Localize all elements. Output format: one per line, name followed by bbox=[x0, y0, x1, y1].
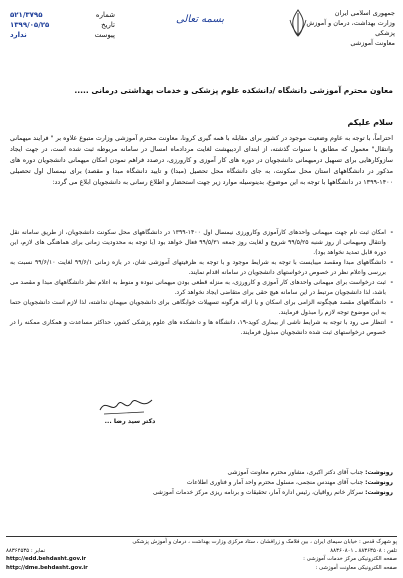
bullet-list bbox=[10, 228, 393, 338]
meta-value: ۱۳۹۹/۰۵/۲۵ bbox=[10, 21, 50, 29]
list-item: - انتظار می رود با توجه به شرایط ناشی از بیماری کوید-۱۹، دانشگاه ها و دانشکده های علوم پزشکی کشور، حداکثر مساعدت و همکاری ممکنه را در خصوص درخواستهای ثبت شده دانشجویان مبذول فرمایند. bbox=[10, 318, 393, 338]
meta-date bbox=[10, 20, 115, 30]
body-paragraph: احتراماً، با توجه به عاوم وضعیت موجود در کشور برای مقابله با همه گیری کرونا، معاونت محترم آموزشی وزارت متبوع علاوه بر " فرایند میهمانی وانتقال" معمول که مطابق با سنوات گذشته، از ابتدای اردیبهشت لغایت مردادماه امسال در سامانه مربوطه ثبت شده است، در جهت ایجاد سازوکارهایی برای تسهیل درمیهمانی دانشجویان در دوره های کار آموزی و کارورزی، درصدد فراهم نمودن امکان میهمانی دانشجویان دوره های مذکور در دانشگاههای استان محل سکونت، به جای دانشگاه محل تحصیل (مبدا) و تایید دانشگاه مبدا و مقصد) برای نیمسال اول تحصیلی ۱۴۰۰-۱۳۹۹ در دانشگاهها با توجه به این موضوع، بدینوسیله موارد زیر جهت استحضار و اطلاع رسانی به دانشجویان ابلاغ می گردد: bbox=[10, 134, 393, 186]
ministry-header bbox=[305, 8, 395, 48]
meta-label: شماره bbox=[95, 11, 115, 19]
ministry-line: وزارت بهداشت، درمان و آموزش پزشکی bbox=[306, 19, 395, 37]
footer-portal-label: صفحه الکترونیکی معاونت آموزشی : bbox=[315, 564, 397, 571]
bismillah-heading: بسمه تعالی bbox=[175, 14, 225, 25]
handwritten-signature bbox=[96, 392, 156, 418]
list-item: - دانشگاههای مقصد هیچگونه الزامی برای اسکان و یا ارائه هرگونه تسهیلات خوابگاهی برای دانشجویان میهمان نداشته، لذا لازم است دانشجویان حتما به این موضوع توجه لازم را مبذول فرمایند. bbox=[10, 298, 393, 318]
ministry-line: معاونت آموزشی bbox=[350, 39, 395, 47]
list-item: - ثبت درخواست برای میهمانی واحدهای کار آموزی و کارورزی، به منزله قطعی بودن میهمانی نبوده و منوط به اعلام نظر دانشگاههای مبدا و مقصد می باشد، لذا دانشجویان مرتبط در این سامانه هیچ حقی برای متقاضی ایجاد نخواهد کرد. bbox=[10, 278, 393, 298]
cc-line bbox=[93, 488, 393, 498]
meta-number bbox=[10, 10, 115, 20]
meta-label: تاریخ bbox=[101, 21, 115, 29]
ministry-line: جمهوری اسلامی ایران bbox=[334, 9, 395, 17]
greeting: سلام علیکم bbox=[347, 118, 393, 127]
meta-attachment bbox=[10, 30, 115, 40]
letter-footer bbox=[6, 536, 397, 572]
footer-portal-label: صفحه الکترونیکی مرکز خدمات آموزشی : bbox=[303, 556, 397, 562]
addressee: معاون محترم آموزشی دانشگاه /دانشکده علوم پزشکی و خدمات بهداشتی درمانی ..... bbox=[74, 86, 393, 95]
footer-portal-link[interactable]: http://dme.behdasht.gov.ir bbox=[6, 564, 88, 571]
cc-label: رونوشت: bbox=[365, 488, 393, 496]
cc-line bbox=[93, 478, 393, 488]
list-item: - امکان ثبت نام جهت میهمانی واحدهای کارآموزی وکارورزی نیمسال اول ۱۴۰۰-۱۳۹۹ در دانشگاههای محل سکونت دانشجویان، از طریق سامانه نقل وانتقال ومیهمانی از روز شنبه ۹۹/۵/۲۵ شروع و لغایت روز جمعه ۹۹/۵/۳۱ فعال خواهد بود (با توجه به محدودیت زمانی برای هماهنگی های لازم، این دوره قابل تمدید نخواهد بود). bbox=[10, 228, 393, 258]
footer-portal-link[interactable]: http://edd.behdasht.gov.ir bbox=[6, 556, 87, 562]
footer-address: پو شهرک قدس : خیابان سیمای ایران ، بین فلامک و زرافشان ، ستاد مرکزی وزارت بهداشت ، درمان و آموزش پزشکی bbox=[132, 539, 397, 545]
footer-phone: تلفن : ۸۸۳۶۳۵۰۸ ـ ۸۸۳۶۰۸۰۱ bbox=[330, 547, 397, 554]
footer-portal-line bbox=[6, 564, 397, 573]
meta-value: ۵۲۱/۳۷۹۵ bbox=[10, 11, 43, 19]
cc-label: رونوشت: bbox=[365, 478, 393, 486]
cc-line bbox=[93, 468, 393, 478]
cc-recipient: جناب آقای مهندس منجمی، مسئول محترم واحد آمار و فناوری اطلاعات bbox=[186, 478, 364, 486]
cc-label: رونوشت: bbox=[365, 469, 393, 476]
meta-value: ندارد bbox=[10, 31, 27, 39]
footer-portal-line bbox=[6, 555, 397, 564]
letter-meta bbox=[10, 10, 115, 40]
footer-contact-line bbox=[6, 547, 397, 556]
cc-recipient: جناب آقای دکتر اکبری، مشاور محترم معاونت آموزشی bbox=[227, 469, 364, 476]
footer-address-line bbox=[6, 538, 397, 547]
carbon-copy-list bbox=[93, 468, 393, 497]
footer-fax: نمابر : ۸۸۳۶۴۵۳۵ bbox=[6, 547, 46, 554]
signatory-name: دکتر سید رضا ... bbox=[104, 418, 156, 425]
cc-recipient: سرکار خانم رواقیان، رئیس اداره آمار، تحقیقات و برنامه ریزی مرکز خدمات آموزشی bbox=[152, 488, 364, 496]
list-item: - دانشگاههای مبدا ومقصد میبایست با توجه به شرایط موجود و با توجه به ظرفیتهای آموزشی شان، در بازه زمانی ۹۹/۶/۱ لغایت ۹۹/۶/۱۰ نسبت به بررسی واعلام نظر در خصوص درخواستهای دانشجویان در سامانه اقدام نمایند. bbox=[10, 258, 393, 278]
meta-label: پیوست bbox=[94, 31, 115, 39]
